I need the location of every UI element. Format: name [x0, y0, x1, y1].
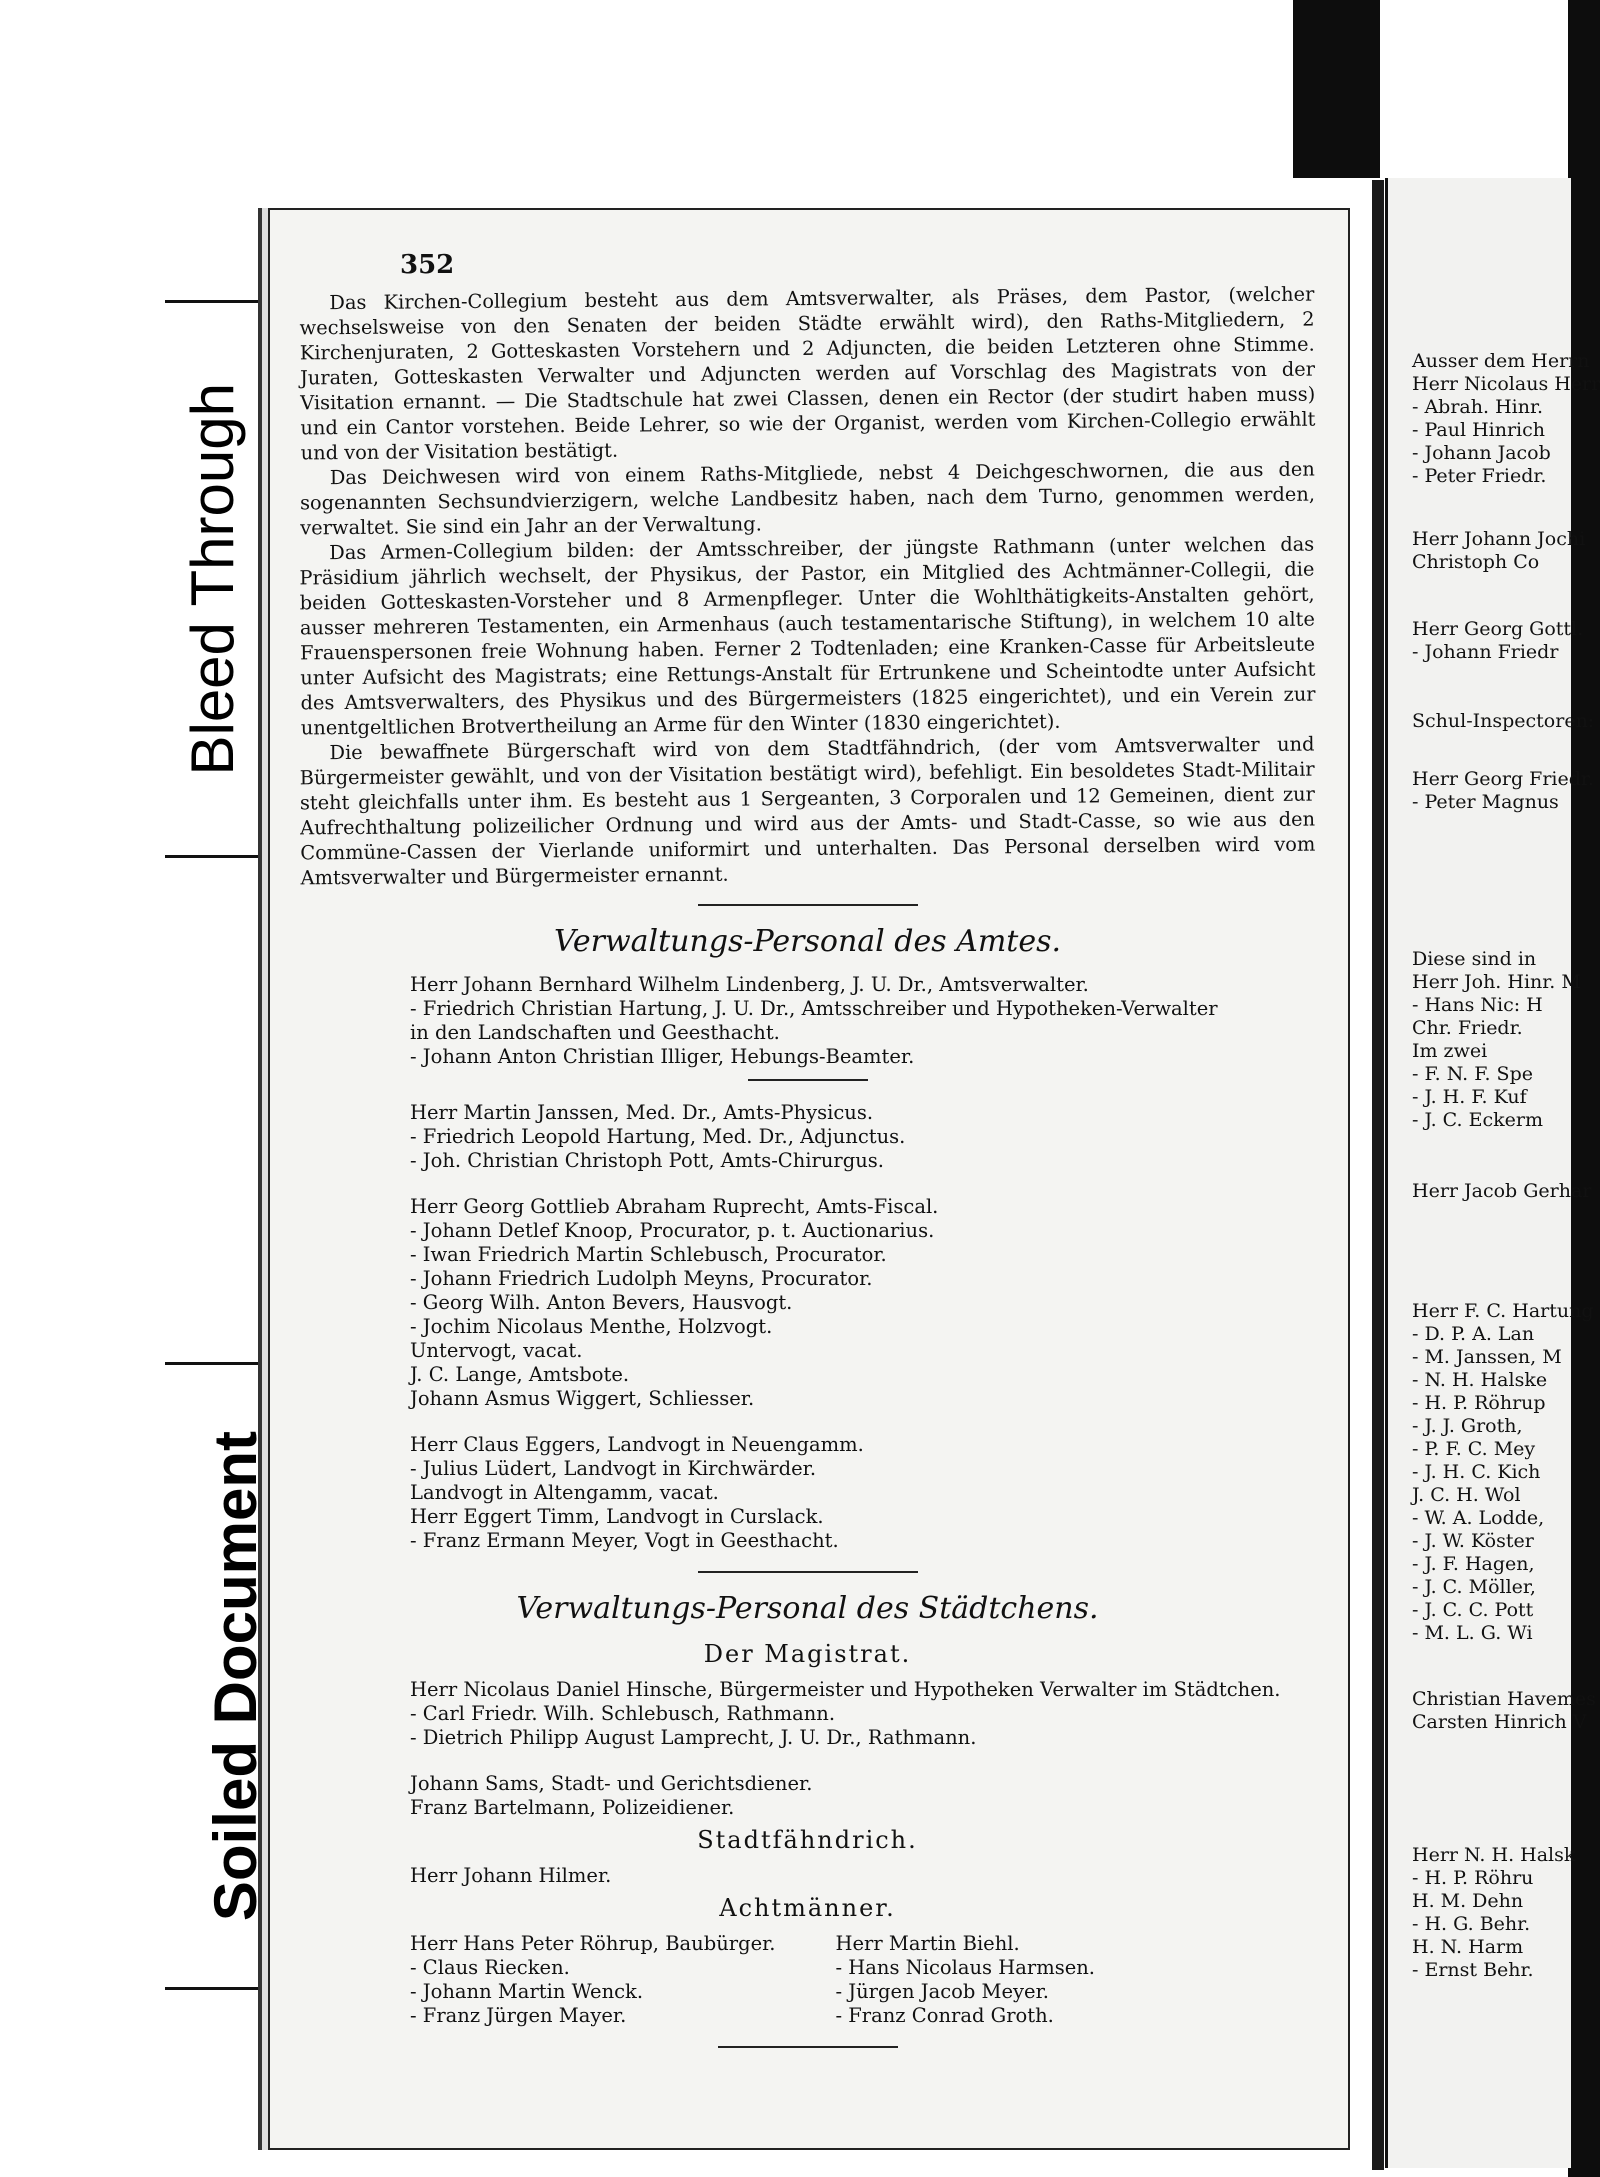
- list-item: H. N. Harm: [1412, 1936, 1524, 1958]
- section-title-staedtchen: Verwaltungs-Personal des Städtchens.: [516, 1591, 1099, 1626]
- list-item: - Johann Anton Christian Illiger, Hebungs-Beamter.: [410, 1045, 915, 1068]
- achtmaenner-columns: [410, 1932, 1315, 2028]
- list-item: - Paul Hinrich: [1412, 419, 1545, 441]
- paragraph: [299, 282, 1315, 466]
- list-item: Herr Hans Peter Röhrup, Baubürger.: [410, 1932, 776, 1955]
- left-page: [268, 208, 1350, 2150]
- list-item: - J. C. Eckerm: [1412, 1109, 1543, 1131]
- right-block-9: [1412, 1688, 1596, 1734]
- list-item: - J. C. C. Pott: [1412, 1599, 1534, 1621]
- list-item: Landvogt in Altengamm, vacat.: [410, 1481, 719, 1504]
- list-item: - J. C. Möller,: [1412, 1576, 1536, 1598]
- list-item: - M. L. G. Wi: [1412, 1622, 1533, 1644]
- list-item: - Hans Nicolaus Harmsen.: [835, 1956, 1096, 1979]
- list-item: - Johann Friedr: [1412, 641, 1559, 663]
- list-item: - Johann Jacob: [1412, 442, 1551, 464]
- right-page-fragment: [1385, 178, 1600, 2168]
- right-block-6: [1412, 948, 1581, 1132]
- amt-group-1: [410, 973, 1315, 1069]
- page-gutter: [1372, 180, 1384, 2170]
- list-item: - Joh. Christian Christoph Pott, Amts-Chirurgus.: [410, 1149, 884, 1172]
- list-item: - Abrah. Hinr.: [1412, 396, 1543, 418]
- list-item: Herr Joh. Hinr. M: [1412, 971, 1581, 993]
- bleed-through-label: Bleed Through: [179, 382, 246, 776]
- bleed-through-tab: [165, 300, 263, 858]
- list-item: - Ernst Behr.: [1412, 1959, 1534, 1981]
- list-item: Herr Georg Friedr.: [1412, 768, 1594, 790]
- divider: [748, 1079, 868, 1081]
- list-item: - H. G. Behr.: [1412, 1913, 1531, 1935]
- right-block-2: [1412, 528, 1585, 574]
- list-item: Herr F. C. Hartung: [1412, 1300, 1594, 1322]
- right-block-10: [1412, 1844, 1575, 1982]
- diener-list: [410, 1772, 1315, 1820]
- scan-border-top: [1293, 0, 1380, 178]
- list-item: - Dietrich Philipp August Lamprecht, J. U. Dr., Rathmann.: [410, 1726, 977, 1749]
- list-item: Franz Bartelmann, Polizeidiener.: [410, 1796, 735, 1819]
- faehndrich-list: [410, 1864, 1315, 1888]
- list-item: - H. P. Röhrup: [1412, 1392, 1546, 1414]
- list-item: - Peter Magnus: [1412, 791, 1559, 813]
- list-item: - M. Janssen, M: [1412, 1346, 1562, 1368]
- list-item: Herr Johann Hilmer.: [410, 1864, 612, 1887]
- list-item: Herr Martin Janssen, Med. Dr., Amts-Physicus.: [410, 1101, 874, 1124]
- right-block-3: [1412, 618, 1583, 664]
- list-item: - J. H. F. Kuf: [1412, 1086, 1527, 1108]
- paragraph-text: Das Deichwesen wird von einem Raths-Mitgliede, nebst 4 Deichgeschwornen, die aus den sogenannten Sechsundvierzigern, welche Landbesitz haben, nach dem Turno, genommen werden, verwaltet. Sie sind ein Jahr an der Verwaltung.: [299, 457, 1316, 540]
- amt-group-3: [410, 1195, 1315, 1411]
- list-item: - Franz Ermann Meyer, Vogt in Geesthacht.: [410, 1529, 839, 1552]
- list-item: - Julius Lüdert, Landvogt in Kirchwärder.: [410, 1457, 817, 1480]
- paragraph: [300, 457, 1316, 541]
- list-item: J. C. H. Wol: [1412, 1484, 1521, 1506]
- list-item: Chr. Friedr.: [1412, 1017, 1523, 1039]
- divider: [698, 1571, 918, 1573]
- list-item: - Carl Friedr. Wilh. Schlebusch, Rathmann.: [410, 1702, 836, 1725]
- right-block-8: [1412, 1300, 1594, 1645]
- paragraph-text: Das Armen-Collegium bilden: der Amtsschreiber, der jüngste Rathmann (unter welchen das Präsidium jährlich wechselt, der Physikus, der Pastor, ein Mitglied des Achtmänner-Collegii, die beiden Gotteskasten-Vorsteher und 8 Armenpfleger. Unter die Wohlthätigkeits-Anstalten gehört, ausser mehreren Testamenten, ein Armenhaus (auch testamentarische Stiftung), in welchem 10 alte Frauenspersonen freie Wohnung haben. Ferner 2 Todtenladen; eine Kranken-Casse für Arbeitsleute unter Aufsicht des Magistrats; eine Rettungs-Anstalt für Ertrunkene und Scheintodte unter Aufsicht des Amtsverwalters, des Physikus und des Bürgermeisters (1825 eingerichtet), und ein Verein zur unentgeltlichen Brotvertheilung an Arme für den Winter (1830 eingerichtet).: [299, 532, 1316, 740]
- list-item: Untervogt, vacat.: [410, 1339, 583, 1362]
- list-item: Herr Nicolaus Herr: [1412, 373, 1600, 395]
- paragraph-text: Das Kirchen-Collegium besteht aus dem Amtsverwalter, als Präses, dem Pastor, (welcher wechselsweise von den Senaten der beiden Städte erwählt wird), den Raths-Mitgliedern, 2 Kirchenjuraten, 2 Gotteskasten Vorstehern und 2 Adjuncten, die beiden Letzteren ohne Stimme. Juraten, Gotteskasten Verwalter und Adjuncten werden auf Vorschlag des Magistrats von der Visitation ernannt. — Die Stadtschule hat zwei Classen, denen ein Rector (der studirt haben muss) und ein Cantor vorstehen. Beide Lehrer, so wie der Organist, werden vom Kirchen-Collegio erwählt und von der Visitation bestätigt.: [299, 282, 1316, 465]
- intro-text: [299, 282, 1316, 890]
- magistrat-list: [410, 1678, 1315, 1750]
- list-item: Herr Georg Gottl.: [1412, 618, 1584, 640]
- soiled-document-label: Soiled Document: [201, 1430, 269, 1922]
- list-item: Christoph Co: [1412, 551, 1540, 573]
- list-item: - J. J. Groth,: [1412, 1415, 1523, 1437]
- paragraph: [299, 732, 1315, 891]
- list-item: - Franz Conrad Groth.: [835, 2004, 1054, 2027]
- list-item: Johann Sams, Stadt- und Gerichtsdiener.: [410, 1772, 813, 1795]
- list-item: Herr Nicolaus Daniel Hinsche, Bürgermeister und Hypotheken Verwalter im Städtchen.: [410, 1678, 1281, 1701]
- page-content: [300, 250, 1315, 2066]
- right-block-7: [1412, 1180, 1591, 1203]
- list-item: Christian Havemes: [1412, 1688, 1596, 1710]
- list-item: Herr Martin Biehl.: [835, 1932, 1020, 1955]
- list-item: - Franz Jürgen Mayer.: [410, 2004, 627, 2027]
- list-item: Johann Asmus Wiggert, Schliesser.: [410, 1387, 755, 1410]
- list-item: - Claus Riecken.: [410, 1956, 570, 1979]
- list-item: - Friedrich Leopold Hartung, Med. Dr., Adjunctus.: [410, 1125, 906, 1148]
- amt-group-4: [410, 1433, 1315, 1553]
- list-item: Herr Jacob Gerhar: [1412, 1180, 1592, 1202]
- list-item: Herr N. H. Halsk: [1412, 1844, 1576, 1866]
- paragraph: [299, 532, 1316, 741]
- list-item: J. C. Lange, Amtsbote.: [410, 1363, 630, 1386]
- achtmaenner-title: Achtmänner.: [719, 1894, 896, 1922]
- list-item: - Iwan Friedrich Martin Schlebusch, Procurator.: [410, 1243, 887, 1266]
- right-block-5: [1412, 768, 1594, 814]
- paragraph-text: Die bewaffnete Bürgerschaft wird von dem Stadtfähndrich, (der vom Amtsverwalter und Bürgermeister gewählt, und von der Visitation bestätigt wird), befehligt. Ein besoldetes Stadt-Militair steht gleichfalls unter ihm. Es besteht aus 1 Sergeanten, 3 Corporalen und 12 Gemeinen, dient zur Aufrechthaltung polizeilicher Ordnung und wird aus der Amts- und Stadt-Casse, so wie aus den Commüne-Cassen der Vierlande uniformirt und unterhalten. Das Personal derselben wird vom Amtsverwalter und Bürgermeister ernannt.: [299, 732, 1316, 890]
- list-item: H. M. Dehn: [1412, 1890, 1524, 1912]
- list-item: - Jürgen Jacob Meyer.: [835, 1980, 1049, 2003]
- list-item: - Johann Martin Wenck.: [410, 1980, 644, 2003]
- faehndrich-title: Stadtfähndrich.: [697, 1826, 918, 1854]
- list-item: - J. F. Hagen,: [1412, 1553, 1535, 1575]
- list-item: Diese sind in: [1412, 948, 1537, 970]
- list-item: - J. H. C. Kich: [1412, 1461, 1541, 1483]
- list-item: - P. F. C. Mey: [1412, 1438, 1536, 1460]
- magistrat-title: Der Magistrat.: [703, 1640, 912, 1668]
- list-item: - Johann Friedrich Ludolph Meyns, Procurator.: [410, 1267, 873, 1290]
- amt-group-2: [410, 1101, 1315, 1173]
- list-item: - Georg Wilh. Anton Bevers, Hausvogt.: [410, 1291, 793, 1314]
- achtmaenner-left: [410, 1932, 775, 2028]
- list-item: in den Landschaften und Geesthacht.: [410, 1021, 780, 1044]
- list-item: Herr Johann Jochi: [1412, 528, 1586, 550]
- list-item: Herr Claus Eggers, Landvogt in Neuengamm.: [410, 1433, 864, 1456]
- achtmaenner-right: [835, 1932, 1095, 2028]
- list-item: - D. P. A. Lan: [1412, 1323, 1535, 1345]
- list-item: - Hans Nic: H: [1412, 994, 1543, 1016]
- list-item: Herr Eggert Timm, Landvogt in Curslack.: [410, 1505, 824, 1528]
- list-item: Carsten Hinrich V: [1412, 1711, 1587, 1733]
- list-item: - Friedrich Christian Hartung, J. U. Dr., Amtsschreiber und Hypotheken-Verwalter: [410, 997, 1218, 1020]
- page-number: 352: [400, 250, 455, 280]
- list-item: - J. W. Köster: [1412, 1530, 1534, 1552]
- list-item: Herr Georg Gottlieb Abraham Ruprecht, Amts-Fiscal.: [410, 1195, 939, 1218]
- list-item: Im zwei: [1412, 1040, 1488, 1062]
- list-item: Ausser dem Herrn: [1412, 350, 1590, 372]
- section-title-amt: Verwaltungs-Personal des Amtes.: [553, 924, 1062, 959]
- list-item: - Jochim Nicolaus Menthe, Holzvogt.: [410, 1315, 773, 1338]
- list-item: Herr Johann Bernhard Wilhelm Lindenberg, J. U. Dr., Amtsverwalter.: [410, 973, 1089, 996]
- list-item: - N. H. Halske: [1412, 1369, 1548, 1391]
- list-item: - F. N. F. Spe: [1412, 1063, 1533, 1085]
- list-item: - Peter Friedr.: [1412, 465, 1547, 487]
- right-block-4: [1412, 710, 1594, 733]
- list-item: - W. A. Lodde,: [1412, 1507, 1545, 1529]
- list-item: - Johann Detlef Knoop, Procurator, p. t. Auctionarius.: [410, 1219, 935, 1242]
- divider: [698, 904, 918, 906]
- right-block-1: [1412, 350, 1600, 488]
- list-item: - H. P. Röhru: [1412, 1867, 1534, 1889]
- list-item: Schul-Inspectoren:: [1412, 710, 1595, 732]
- divider: [718, 2046, 898, 2048]
